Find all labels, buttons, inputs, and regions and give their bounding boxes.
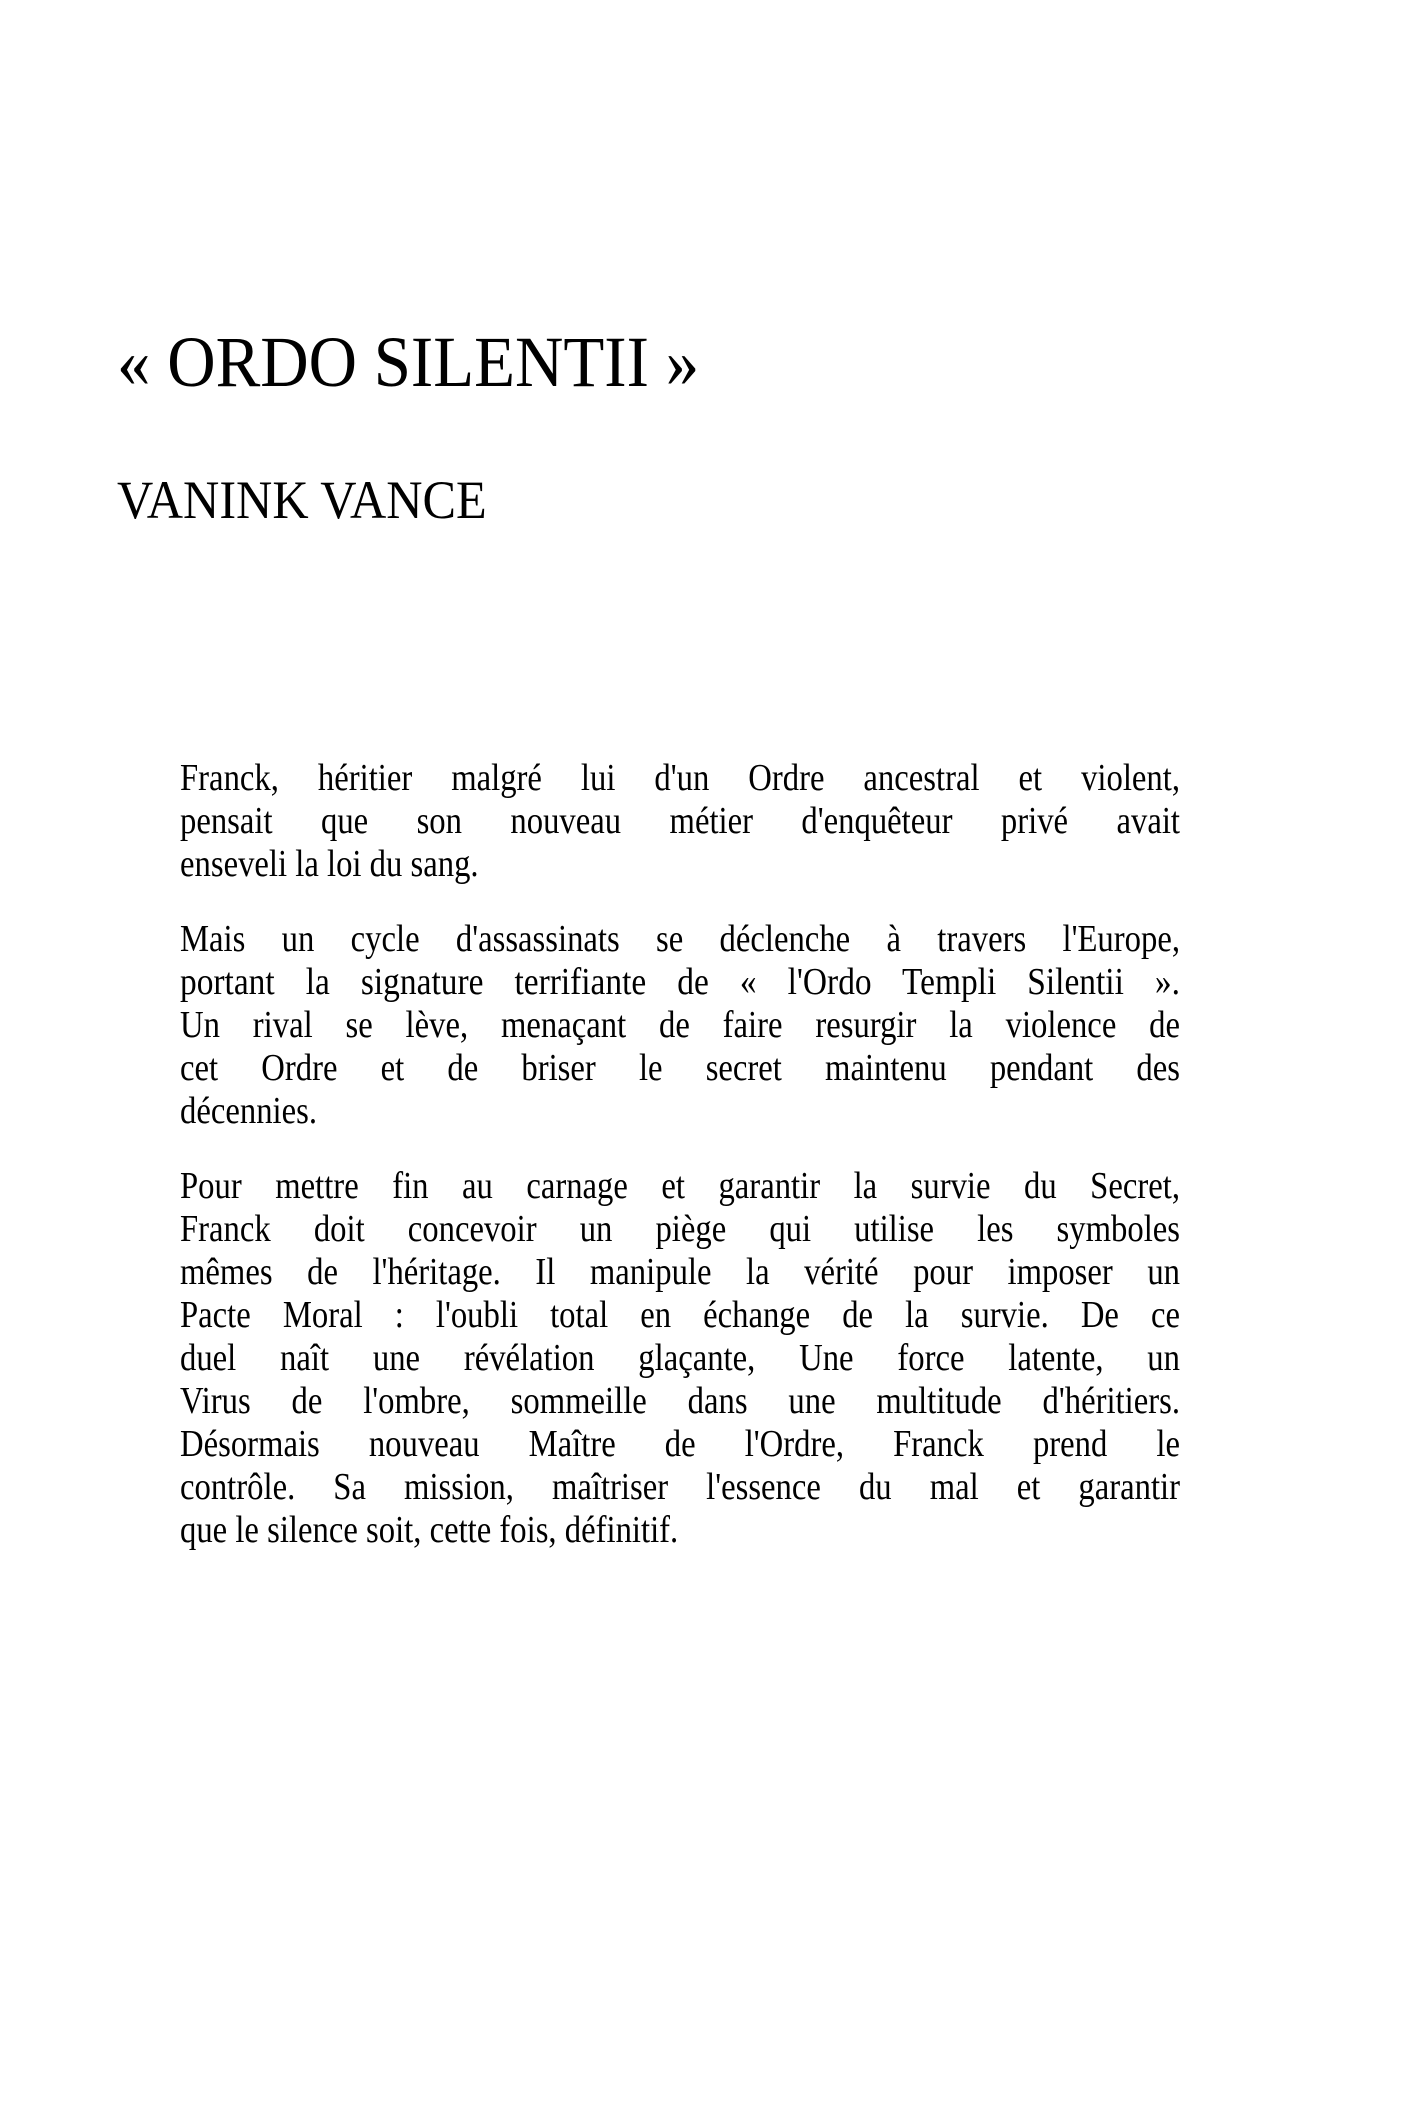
text-line [180, 918, 1180, 961]
text-line-content: Virus de l'ombre, sommeille dans une multitude d'héritiers. [180, 1380, 1180, 1422]
text-line [180, 1047, 1180, 1090]
text-line-content: contrôle. Sa mission, maîtriser l'essence du mal et garantir [180, 1466, 1180, 1508]
text-line [180, 1380, 1180, 1423]
text-line [180, 1090, 1180, 1133]
text-line [180, 1466, 1180, 1509]
text-line [180, 1208, 1180, 1251]
synopsis-paragraph-3 [180, 1165, 1180, 1552]
text-line-content: enseveli la loi du sang. [180, 843, 479, 885]
book-title: « ORDO SILENTII » [117, 322, 700, 402]
text-line-content: Franck, héritier malgré lui d'un Ordre ancestral et violent, [180, 757, 1180, 799]
text-line [180, 1251, 1180, 1294]
text-line-content: duel naît une révélation glaçante, Une force latente, un [180, 1337, 1180, 1379]
text-line-content: décennies. [180, 1090, 318, 1132]
text-line-content: Franck doit concevoir un piège qui utilise les symboles [180, 1208, 1180, 1250]
text-line-content: Désormais nouveau Maître de l'Ordre, Franck prend le [180, 1423, 1180, 1465]
synopsis-paragraph-2 [180, 918, 1180, 1133]
synopsis-paragraph-1 [180, 757, 1180, 886]
text-line [180, 843, 1180, 886]
text-line [180, 1337, 1180, 1380]
text-line-content: pensait que son nouveau métier d'enquêteur privé avait [180, 800, 1180, 842]
text-line-content: Pacte Moral : l'oubli total en échange de la survie. De ce [180, 1294, 1180, 1336]
text-line [180, 800, 1180, 843]
text-line-content: cet Ordre et de briser le secret maintenu pendant des [180, 1047, 1180, 1089]
text-line-content: que le silence soit, cette fois, définitif. [180, 1509, 679, 1551]
text-line [180, 1509, 1180, 1552]
text-line [180, 961, 1180, 1004]
text-line-content: Un rival se lève, menaçant de faire resurgir la violence de [180, 1004, 1180, 1046]
text-line [180, 1423, 1180, 1466]
text-line [180, 1294, 1180, 1337]
text-line [180, 1165, 1180, 1208]
text-line-content: mêmes de l'héritage. Il manipule la vérité pour imposer un [180, 1251, 1180, 1293]
book-author: VANINK VANCE [117, 470, 487, 530]
text-line-content: Pour mettre fin au carnage et garantir la survie du Secret, [180, 1165, 1180, 1207]
text-line [180, 1004, 1180, 1047]
text-line [180, 757, 1180, 800]
text-line-content: Mais un cycle d'assassinats se déclenche à travers l'Europe, [180, 918, 1180, 960]
text-line-content: portant la signature terrifiante de « l'Ordo Templi Silentii ». [180, 961, 1180, 1003]
